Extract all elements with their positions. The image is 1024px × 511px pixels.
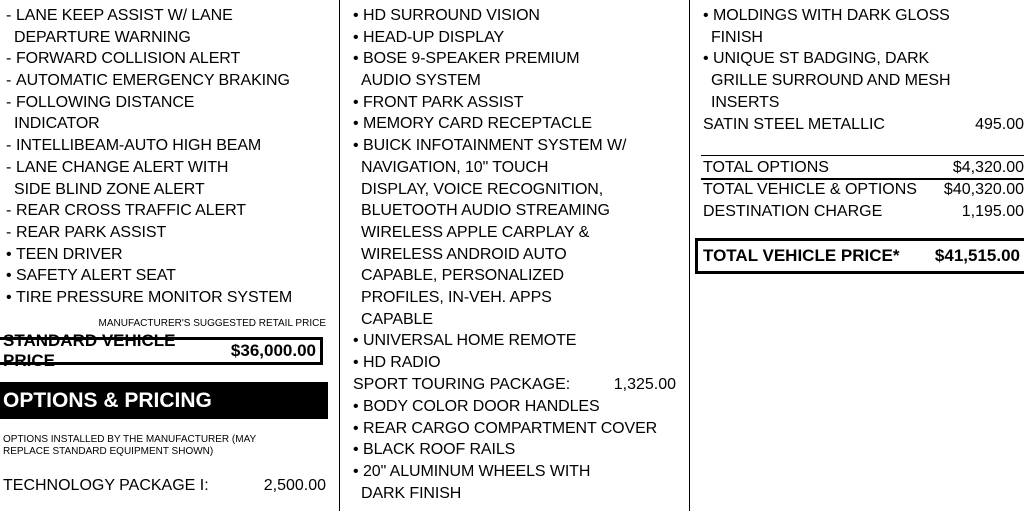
list-item-text: HEAD-UP DISPLAY [363, 28, 505, 46]
list-item-text: MOLDINGS WITH DARK GLOSS [713, 7, 950, 24]
column-divider [689, 0, 690, 511]
list-item [353, 200, 683, 222]
list-item [6, 48, 336, 70]
column-divider [339, 0, 340, 511]
standard-vehicle-price-value: $36,000.00 [230, 341, 316, 360]
list-item-text: SIDE BLIND ZONE ALERT [14, 180, 205, 198]
list-item [6, 5, 336, 27]
list-item-text: FORWARD COLLISION ALERT [16, 50, 241, 68]
bullet-icon: • [6, 245, 12, 263]
bullet-icon: • [353, 28, 359, 46]
paint-label: SATIN STEEL METALLIC [703, 116, 885, 133]
list-item-text: LANE CHANGE ALERT WITH [16, 158, 229, 176]
list-item-text: SAFETY ALERT SEAT [16, 267, 176, 285]
list-item-text: TEEN DRIVER [16, 245, 123, 263]
list-item-text: AUTOMATIC EMERGENCY BRAKING [16, 72, 290, 90]
bullet-icon: • [353, 398, 359, 415]
list-item-text: TIRE PRESSURE MONITOR SYSTEM [16, 288, 293, 306]
list-item [703, 92, 1023, 114]
list-item [353, 265, 683, 287]
dash-icon: - [6, 202, 12, 220]
sport-touring-features-continued [703, 5, 1023, 113]
list-item-text: REAR CARGO COMPARTMENT COVER [363, 419, 658, 437]
list-item-text: REAR PARK ASSIST [16, 223, 167, 241]
list-item [6, 157, 336, 179]
options-note: OPTIONS INSTALLED BY THE MANUFACTURER (MAY REPLACE STANDARD EQUIPMENT SHOWN) [3, 434, 257, 457]
list-item-text: FOLLOWING DISTANCE [16, 93, 195, 111]
paint-row [703, 114, 1024, 136]
bullet-icon: • [353, 50, 359, 68]
bullet-icon: • [353, 93, 359, 111]
list-item [353, 70, 683, 92]
list-item-text: INDICATOR [14, 115, 100, 133]
destination-charge-row [703, 201, 1024, 223]
list-item-text: FRONT PARK ASSIST [363, 93, 524, 111]
list-item-text: HD RADIO [363, 354, 441, 371]
standard-vehicle-price-label: STANDARD VEHICLE PRICE [3, 331, 176, 370]
list-item-text: UNIVERSAL HOME REMOTE [363, 332, 577, 350]
technology-package-label: TECHNOLOGY PACKAGE I: [3, 477, 209, 494]
total-options-row [703, 157, 1024, 179]
list-item [6, 113, 336, 135]
list-item-text: PROFILES, IN-VEH. APPS [361, 288, 552, 306]
dash-icon: - [6, 7, 12, 24]
list-item-text: INSERTS [711, 93, 780, 111]
safety-features-list [6, 5, 336, 309]
bullet-icon: • [353, 441, 359, 459]
msrp-label: MANUFACTURER'S SUGGESTED RETAIL PRICE [98, 318, 326, 329]
list-item [353, 418, 683, 440]
bullet-icon: • [353, 7, 359, 24]
total-options-value: $4,320.00 [952, 159, 1024, 176]
list-item-text: WIRELESS ANDROID AUTO [361, 245, 567, 263]
list-item-text: BOSE 9-SPEAKER PREMIUM [363, 50, 580, 68]
list-item [353, 157, 683, 179]
total-vehicle-options-label: TOTAL VEHICLE & OPTIONS [703, 181, 917, 198]
list-item-text: BLUETOOTH AUDIO STREAMING [361, 202, 610, 220]
list-item [353, 439, 683, 461]
bullet-icon: • [6, 267, 12, 285]
list-item [703, 5, 1023, 27]
list-item [353, 5, 683, 27]
bullet-icon: • [353, 332, 359, 350]
dash-icon: - [6, 50, 12, 68]
total-vehicle-options-value: $40,320.00 [943, 181, 1024, 198]
list-item [6, 200, 336, 222]
list-item [353, 244, 683, 266]
list-item-text: CAPABLE, PERSONALIZED [361, 267, 565, 285]
list-item [353, 48, 683, 70]
list-item-text: LANE KEEP ASSIST W/ LANE [16, 7, 233, 24]
list-item [6, 222, 336, 244]
bullet-icon: • [703, 50, 709, 68]
list-item [6, 92, 336, 114]
list-item [353, 483, 683, 505]
list-item-text: DEPARTURE WARNING [14, 28, 191, 46]
list-item [353, 92, 683, 114]
list-item-text: MEMORY CARD RECEPTACLE [363, 115, 592, 133]
list-item [353, 352, 683, 374]
paint-value: 495.00 [975, 116, 1024, 133]
list-item [353, 309, 683, 331]
bullet-icon: • [6, 288, 12, 306]
list-item-text: HD SURROUND VISION [363, 7, 540, 24]
dash-icon: - [6, 158, 12, 176]
total-vehicle-price-box [695, 238, 1024, 274]
list-item [353, 222, 683, 244]
options-pricing-header: OPTIONS & PRICING [0, 382, 328, 419]
list-item [353, 330, 683, 352]
list-item [703, 48, 1023, 70]
destination-charge-value: 1,195.00 [961, 203, 1024, 220]
dash-icon: - [6, 93, 12, 111]
list-item [703, 27, 1023, 49]
list-item [353, 27, 683, 49]
list-item [353, 179, 683, 201]
bullet-icon: • [353, 354, 359, 371]
dash-icon: - [6, 223, 12, 241]
technology-package-features [353, 5, 683, 374]
list-item-text: CAPABLE [361, 310, 433, 328]
list-item-text: FINISH [711, 28, 763, 46]
list-item [353, 461, 683, 483]
list-item [6, 70, 336, 92]
list-item [353, 396, 683, 418]
list-item [353, 287, 683, 309]
list-item-text: BLACK ROOF RAILS [363, 441, 516, 459]
list-item [6, 244, 336, 266]
list-item-text: AUDIO SYSTEM [361, 72, 481, 90]
list-item [353, 135, 683, 157]
list-item-text: UNIQUE ST BADGING, DARK [713, 50, 930, 68]
technology-package-row [3, 475, 326, 497]
list-item [6, 27, 336, 49]
bullet-icon: • [353, 137, 359, 155]
total-vehicle-options-row [703, 179, 1024, 201]
dash-icon: - [6, 72, 12, 90]
list-item-text: NAVIGATION, 10" TOUCH [361, 158, 549, 176]
list-item-text: GRILLE SURROUND AND MESH [711, 72, 951, 90]
list-item [703, 70, 1023, 92]
list-item-text: INTELLIBEAM-AUTO HIGH BEAM [16, 137, 262, 155]
total-options-label: TOTAL OPTIONS [703, 159, 829, 176]
list-item [6, 179, 336, 201]
list-item [353, 113, 683, 135]
destination-charge-label: DESTINATION CHARGE [703, 203, 883, 220]
list-item-text: REAR CROSS TRAFFIC ALERT [16, 202, 246, 220]
list-item-text: 20" ALUMINUM WHEELS WITH [363, 463, 591, 481]
sport-touring-package-row [353, 374, 676, 396]
list-item [6, 135, 336, 157]
list-item-text: BODY COLOR DOOR HANDLES [363, 398, 600, 415]
standard-vehicle-price-box [0, 331, 323, 370]
sport-touring-package-label: SPORT TOURING PACKAGE: [353, 376, 571, 393]
list-item [6, 287, 336, 309]
divider-line [701, 155, 1024, 156]
sport-touring-package-features [353, 396, 683, 504]
list-item-text: WIRELESS APPLE CARPLAY & [361, 223, 590, 241]
list-item-text: BUICK INFOTAINMENT SYSTEM W/ [363, 137, 627, 155]
bullet-icon: • [353, 463, 359, 481]
total-vehicle-price-value: $41,515.00 [934, 246, 1020, 265]
bullet-icon: • [353, 115, 359, 133]
list-item [6, 265, 336, 287]
total-vehicle-price-label: TOTAL VEHICLE PRICE* [703, 246, 900, 265]
dash-icon: - [6, 137, 12, 155]
technology-package-value: 2,500.00 [263, 477, 326, 494]
bullet-icon: • [703, 7, 709, 24]
list-item-text: DARK FINISH [361, 484, 462, 502]
list-item-text: DISPLAY, VOICE RECOGNITION, [361, 180, 604, 198]
bullet-icon: • [353, 419, 359, 437]
sport-touring-package-value: 1,325.00 [613, 376, 676, 393]
